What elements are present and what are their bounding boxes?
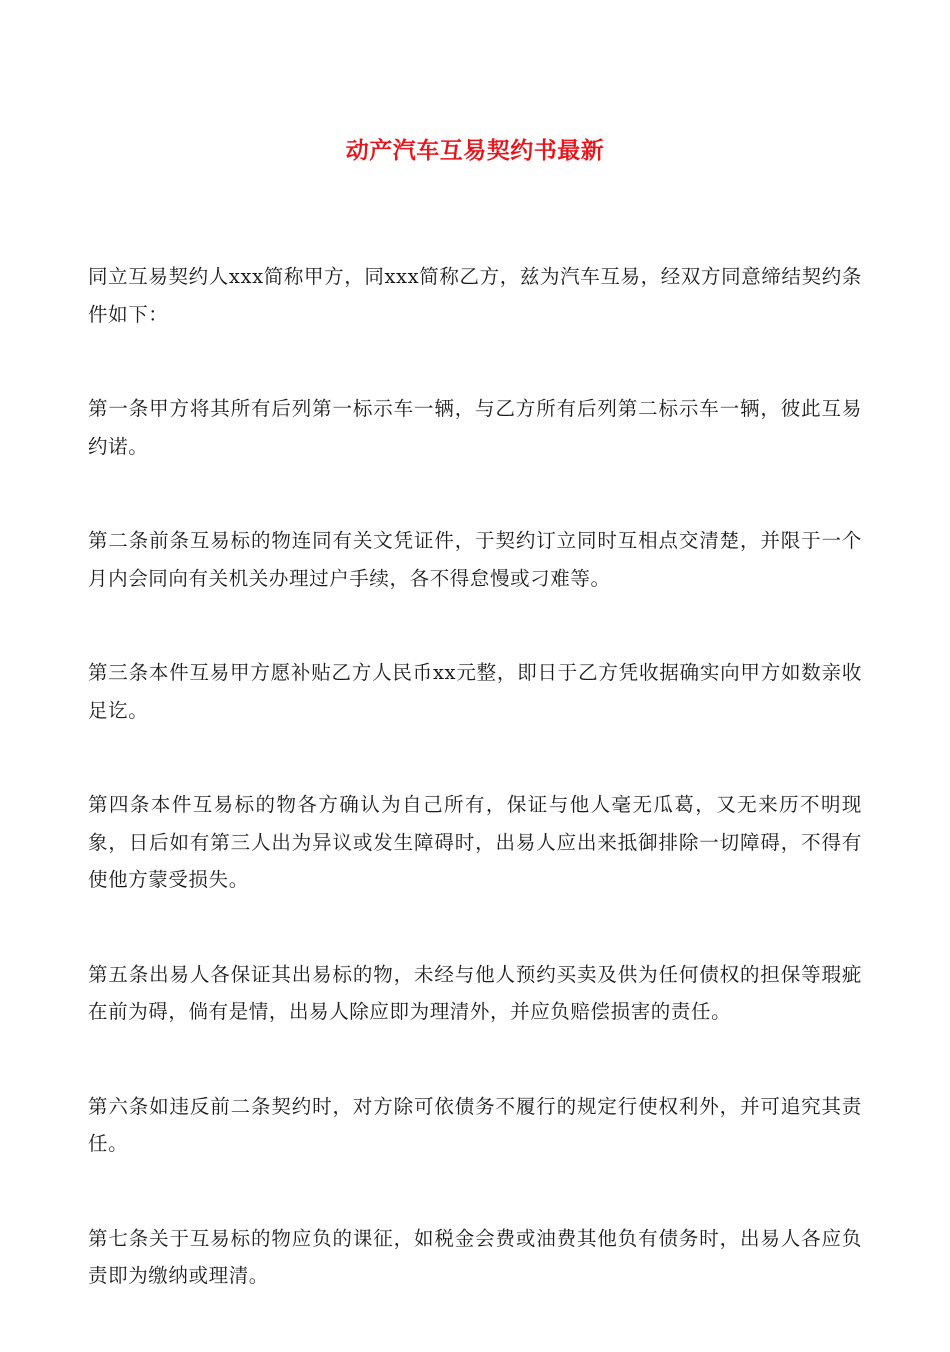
- document-body: [88, 258, 862, 1352]
- document-title: 动产汽车互易契约书最新: [345, 138, 605, 164]
- article-4-paragraph: 第四条本件互易标的物各方确认为自己所有，保证与他人毫无瓜葛，又无来历不明现象，日后如有第三人出为异议或发生障碍时，出易人应出来抵御排除一切障碍，不得有使他方蒙受损失。: [88, 793, 862, 891]
- preamble-paragraph: 同立互易契约人xxx简称甲方，同xxx简称乙方，兹为汽车互易，经双方同意缔结契约条件如下：: [88, 265, 862, 326]
- article-1-paragraph: 第一条甲方将其所有后列第一标示车一辆，与乙方所有后列第二标示车一辆，彼此互易约诺。: [88, 397, 862, 458]
- article-5-paragraph: 第五条出易人各保证其出易标的物，未经与他人预约买卖及供为任何债权的担保等瑕疵在前为碍，倘有是情，出易人除应即为理清外，并应负赔偿损害的责任。: [88, 962, 862, 1023]
- article-3-paragraph: 第三条本件互易甲方愿补贴乙方人民币xx元整，即日于乙方凭收据确实向甲方如数亲收足讫。: [88, 661, 862, 722]
- article-7-paragraph: 第七条关于互易标的物应负的课征，如税金会费或油费其他负有债务时，出易人各应负责即为缴纳或理清。: [88, 1226, 862, 1287]
- article-2-paragraph: 第二条前条互易标的物连同有关文凭证件，于契约订立同时互相点交清楚，并限于一个月内会同向有关机关办理过户手续，各不得怠慢或刁难等。: [88, 529, 862, 590]
- article-6-paragraph: 第六条如违反前二条契约时，对方除可依债务不履行的规定行使权利外，并可追究其责任。: [88, 1094, 862, 1155]
